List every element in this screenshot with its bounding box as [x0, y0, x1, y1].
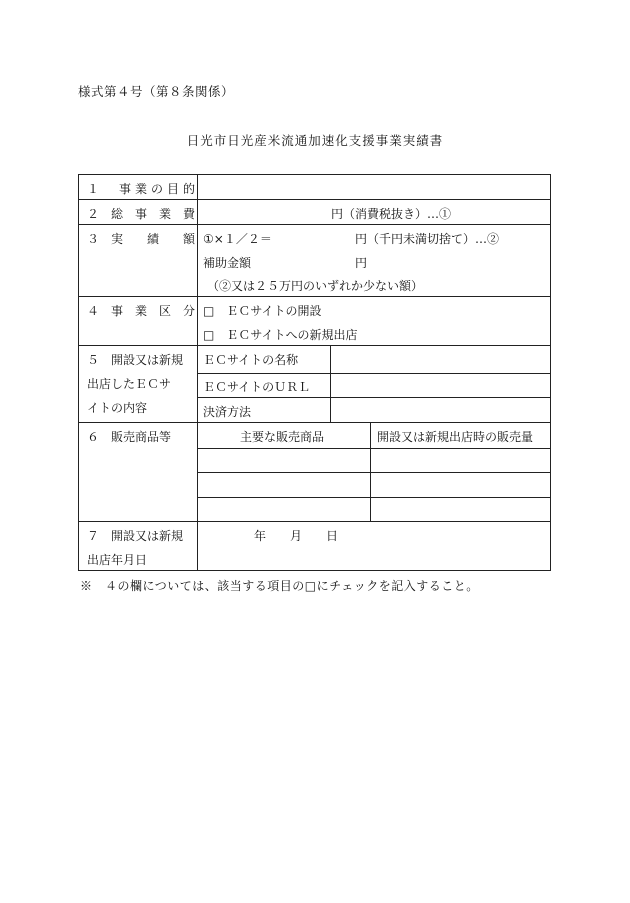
- row-divider: [78, 296, 551, 297]
- actual-amount-formula: ①×１／２＝: [203, 232, 272, 246]
- label-project-category: ４ 事 業 区 分: [87, 304, 196, 318]
- form-number: 様式第４号（第８条関係）: [78, 84, 235, 99]
- checkbox-ec-site-new-store[interactable]: □ ＥＣサイトへの新規出店: [203, 328, 358, 342]
- document-title: 日光市日光産米流通加速化支援事業実績書: [186, 133, 444, 148]
- value-total-cost[interactable]: 円（消費税抜き）…①: [331, 207, 452, 221]
- sub-row-divider: [197, 448, 551, 449]
- label-ec-site-name: ＥＣサイトの名称: [203, 353, 299, 367]
- label-column-divider: [197, 174, 198, 571]
- sub-column-divider: [330, 345, 331, 422]
- label-payment-method: 決済方法: [203, 405, 252, 419]
- header-sales-volume: 開設又は新規出店時の販売量: [377, 430, 534, 444]
- actual-amount-unit[interactable]: 円（千円未満切捨て）…②: [355, 232, 500, 246]
- row-divider: [78, 422, 551, 423]
- label-open-date-1: ７ 開設又は新規: [87, 529, 184, 543]
- sub-column-divider: [370, 422, 371, 521]
- label-open-date-2: 出店年月日: [87, 553, 148, 567]
- subsidy-amount-label: 補助金額: [203, 256, 252, 270]
- label-products: ６ 販売商品等: [87, 430, 172, 444]
- label-ec-site-url: ＥＣサイトのＵＲＬ: [203, 380, 311, 394]
- label-ec-content-1: ５ 開設又は新規: [87, 353, 184, 367]
- table-border-right: [550, 174, 551, 571]
- row-divider: [78, 345, 551, 346]
- checkbox-ec-site-open[interactable]: □ ＥＣサイトの開設: [203, 304, 322, 318]
- row-divider: [78, 199, 551, 200]
- table-border-left: [78, 174, 79, 571]
- label-ec-content-2: 出店したＥＣサ: [87, 377, 172, 391]
- sub-row-divider: [197, 397, 551, 398]
- value-open-date[interactable]: 年 月 日: [254, 529, 339, 543]
- row-divider: [78, 224, 551, 225]
- table-border-bottom: [78, 570, 551, 571]
- row-divider: [78, 521, 551, 522]
- subsidy-amount-unit[interactable]: 円: [355, 256, 368, 270]
- label-actual-amount: ３ 実 績 額: [87, 232, 196, 246]
- label-ec-content-3: イトの内容: [87, 401, 148, 415]
- sub-row-divider: [197, 373, 551, 374]
- header-main-products: 主要な販売商品: [240, 430, 325, 444]
- footnote: ※ ４の欄については、該当する項目の□にチェックを記入すること。: [80, 579, 479, 593]
- subsidy-note: （②又は２５万円のいずれか少ない額）: [207, 279, 424, 293]
- label-total-cost: ２ 総 事 業 費: [87, 207, 196, 221]
- label-purpose: １ 事業の目的: [87, 182, 200, 196]
- sub-row-divider: [197, 497, 551, 498]
- sub-row-divider: [197, 472, 551, 473]
- table-border-top: [78, 174, 551, 175]
